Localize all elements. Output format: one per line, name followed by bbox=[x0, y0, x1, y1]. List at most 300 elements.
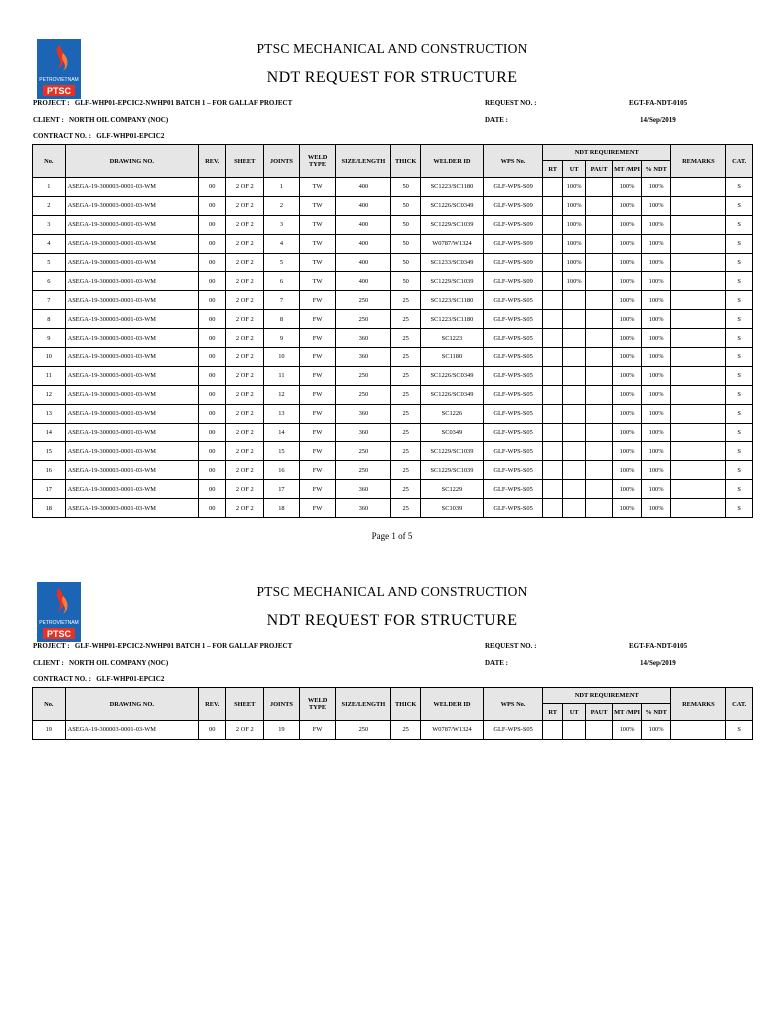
cell-cat: S bbox=[726, 480, 753, 499]
cell-ut: 100% bbox=[563, 215, 585, 234]
cell-rev: 00 bbox=[198, 461, 225, 480]
cell-cat: S bbox=[726, 461, 753, 480]
cell-no: 1 bbox=[33, 178, 66, 197]
cell-size: 400 bbox=[336, 196, 391, 215]
cell-welder: SC1229/SC1039 bbox=[420, 215, 483, 234]
col-mt: MT /MPI bbox=[613, 161, 642, 178]
cell-welder: W0787/W1324 bbox=[420, 721, 483, 740]
cell-wps: GLF-WPS-S05 bbox=[484, 480, 543, 499]
col-no: No. bbox=[33, 145, 66, 178]
cell-pct-ndt: 100% bbox=[641, 348, 671, 367]
cell-ut: 100% bbox=[563, 253, 585, 272]
cell-joints: 5 bbox=[264, 253, 300, 272]
cell-no: 8 bbox=[33, 310, 66, 329]
cell-joints: 6 bbox=[264, 272, 300, 291]
cell-no: 19 bbox=[33, 721, 66, 740]
cell-pct-ndt: 100% bbox=[641, 272, 671, 291]
cell-sheet: 2 OF 2 bbox=[226, 366, 264, 385]
cell-rev: 00 bbox=[198, 348, 225, 367]
cell-pct-ndt: 100% bbox=[641, 480, 671, 499]
cell-size: 400 bbox=[336, 272, 391, 291]
cell-thick: 25 bbox=[391, 499, 421, 518]
cell-wps: GLF-WPS-S05 bbox=[484, 442, 543, 461]
cell-weld-type: TW bbox=[299, 215, 336, 234]
cell-pct-ndt: 100% bbox=[641, 215, 671, 234]
cell-thick: 25 bbox=[391, 385, 421, 404]
cell-cat: S bbox=[726, 253, 753, 272]
cell-cat: S bbox=[726, 423, 753, 442]
cell-rev: 00 bbox=[198, 366, 225, 385]
cell-sheet: 2 OF 2 bbox=[226, 385, 264, 404]
client-label: CLIENT : bbox=[33, 116, 64, 124]
cell-size: 360 bbox=[336, 423, 391, 442]
cell-cat: S bbox=[726, 272, 753, 291]
cell-wps: GLF-WPS-S09 bbox=[484, 178, 543, 197]
cell-mt: 100% bbox=[613, 721, 642, 740]
cell-size: 250 bbox=[336, 385, 391, 404]
cell-cat: S bbox=[726, 196, 753, 215]
cell-joints: 13 bbox=[264, 404, 300, 423]
cell-rev: 00 bbox=[198, 196, 225, 215]
cell-rev: 00 bbox=[198, 385, 225, 404]
cell-weld-type: FW bbox=[299, 329, 336, 348]
ndt-table bbox=[32, 687, 753, 740]
col-cat: CAT. bbox=[726, 688, 753, 721]
project-value: GLF-WHP01-EPCIC2-NWHP01 BATCH 1 – FOR GALLAF PROJECT bbox=[74, 99, 293, 107]
cell-drawing: ASEGA-19-300003-0001-03-WM bbox=[65, 366, 198, 385]
cell-rev: 00 bbox=[198, 291, 225, 310]
cell-sheet: 2 OF 2 bbox=[226, 272, 264, 291]
cell-rev: 00 bbox=[198, 215, 225, 234]
cell-joints: 10 bbox=[264, 348, 300, 367]
cell-wps: GLF-WPS-S05 bbox=[484, 461, 543, 480]
client-value: NORTH OIL COMPANY (NOC) bbox=[69, 116, 169, 124]
cell-weld-type: TW bbox=[299, 196, 336, 215]
cell-drawing: ASEGA-19-300003-0001-03-WM bbox=[65, 721, 198, 740]
cell-rev: 00 bbox=[198, 480, 225, 499]
cell-pct-ndt: 100% bbox=[641, 442, 671, 461]
cell-joints: 7 bbox=[264, 291, 300, 310]
cell-no: 14 bbox=[33, 423, 66, 442]
cell-sheet: 2 OF 2 bbox=[226, 499, 264, 518]
cell-weld-type: FW bbox=[299, 310, 336, 329]
col-remarks: REMARKS bbox=[671, 688, 726, 721]
cell-mt: 100% bbox=[613, 291, 642, 310]
project-label: PROJECT : bbox=[33, 99, 70, 107]
cell-no: 4 bbox=[33, 234, 66, 253]
request-label: REQUEST NO. : bbox=[485, 99, 537, 107]
col-joints: JOINTS bbox=[264, 688, 300, 721]
cell-wps: GLF-WPS-S05 bbox=[484, 348, 543, 367]
cell-drawing: ASEGA-19-300003-0001-03-WM bbox=[65, 196, 198, 215]
cell-mt: 100% bbox=[613, 310, 642, 329]
col-rev: REV. bbox=[198, 145, 225, 178]
cell-rev: 00 bbox=[198, 721, 225, 740]
cell-weld-type: TW bbox=[299, 253, 336, 272]
cell-cat: S bbox=[726, 442, 753, 461]
cell-rev: 00 bbox=[198, 253, 225, 272]
cell-welder: SC0349 bbox=[420, 423, 483, 442]
col-remarks: REMARKS bbox=[671, 145, 726, 178]
client-line bbox=[33, 659, 168, 667]
cell-wps: GLF-WPS-S05 bbox=[484, 423, 543, 442]
cell-sheet: 2 OF 2 bbox=[226, 234, 264, 253]
cell-no: 2 bbox=[33, 196, 66, 215]
table-row bbox=[33, 721, 753, 740]
cell-mt: 100% bbox=[613, 461, 642, 480]
cell-joints: 16 bbox=[264, 461, 300, 480]
col-pct-ndt: % NDT bbox=[641, 161, 671, 178]
cell-sheet: 2 OF 2 bbox=[226, 423, 264, 442]
date-value: 14/Sep/2019 bbox=[640, 116, 676, 124]
cell-joints: 9 bbox=[264, 329, 300, 348]
cell-thick: 50 bbox=[391, 196, 421, 215]
cell-no: 7 bbox=[33, 291, 66, 310]
contract-value: GLF-WHP01-EPCIC2 bbox=[96, 675, 165, 683]
cell-mt: 100% bbox=[613, 348, 642, 367]
cell-pct-ndt: 100% bbox=[641, 721, 671, 740]
cell-joints: 11 bbox=[264, 366, 300, 385]
cell-mt: 100% bbox=[613, 329, 642, 348]
cell-weld-type: FW bbox=[299, 291, 336, 310]
cell-pct-ndt: 100% bbox=[641, 329, 671, 348]
cell-weld-type: FW bbox=[299, 348, 336, 367]
cell-weld-type: FW bbox=[299, 366, 336, 385]
cell-rev: 00 bbox=[198, 329, 225, 348]
cell-drawing: ASEGA-19-300003-0001-03-WM bbox=[65, 404, 198, 423]
cell-wps: GLF-WPS-S09 bbox=[484, 196, 543, 215]
cell-pct-ndt: 100% bbox=[641, 404, 671, 423]
cell-ut: 100% bbox=[563, 178, 585, 197]
cell-cat: S bbox=[726, 234, 753, 253]
cell-size: 400 bbox=[336, 215, 391, 234]
col-ndt-group: NDT REQUIREMENT bbox=[543, 688, 671, 704]
cell-sheet: 2 OF 2 bbox=[226, 480, 264, 499]
cell-sheet: 2 OF 2 bbox=[226, 404, 264, 423]
cell-pct-ndt: 100% bbox=[641, 461, 671, 480]
cell-welder: SC1226/SC0349 bbox=[420, 385, 483, 404]
request-label: REQUEST NO. : bbox=[485, 642, 537, 650]
cell-thick: 25 bbox=[391, 366, 421, 385]
cell-rev: 00 bbox=[198, 404, 225, 423]
cell-pct-ndt: 100% bbox=[641, 291, 671, 310]
svg-text:PETROVIETNAM: PETROVIETNAM bbox=[39, 77, 79, 83]
cell-mt: 100% bbox=[613, 253, 642, 272]
cell-weld-type: TW bbox=[299, 178, 336, 197]
cell-weld-type: FW bbox=[299, 461, 336, 480]
cell-thick: 25 bbox=[391, 480, 421, 499]
cell-size: 250 bbox=[336, 721, 391, 740]
cell-wps: GLF-WPS-S05 bbox=[484, 310, 543, 329]
col-paut: PAUT bbox=[585, 704, 612, 721]
col-no: No. bbox=[33, 688, 66, 721]
cell-thick: 50 bbox=[391, 215, 421, 234]
col-pct-ndt: % NDT bbox=[641, 704, 671, 721]
contract-line bbox=[33, 675, 164, 683]
cell-joints: 3 bbox=[264, 215, 300, 234]
cell-weld-type: FW bbox=[299, 499, 336, 518]
cell-joints: 2 bbox=[264, 196, 300, 215]
cell-remarks bbox=[671, 721, 726, 740]
cell-no: 5 bbox=[33, 253, 66, 272]
cell-welder: SC1229/SC1039 bbox=[420, 442, 483, 461]
cell-drawing: ASEGA-19-300003-0001-03-WM bbox=[65, 234, 198, 253]
cell-no: 15 bbox=[33, 442, 66, 461]
cell-mt: 100% bbox=[613, 366, 642, 385]
client-label: CLIENT : bbox=[33, 659, 64, 667]
cell-drawing: ASEGA-19-300003-0001-03-WM bbox=[65, 291, 198, 310]
cell-welder: SC1229/SC1039 bbox=[420, 461, 483, 480]
cell-drawing: ASEGA-19-300003-0001-03-WM bbox=[65, 385, 198, 404]
cell-sheet: 2 OF 2 bbox=[226, 442, 264, 461]
cell-pct-ndt: 100% bbox=[641, 178, 671, 197]
cell-wps: GLF-WPS-S05 bbox=[484, 721, 543, 740]
cell-size: 250 bbox=[336, 310, 391, 329]
cell-no: 18 bbox=[33, 499, 66, 518]
col-wps: WPS No. bbox=[484, 688, 543, 721]
cell-wps: GLF-WPS-S09 bbox=[484, 253, 543, 272]
cell-rev: 00 bbox=[198, 272, 225, 291]
cell-pct-ndt: 100% bbox=[641, 385, 671, 404]
cell-wps: GLF-WPS-S05 bbox=[484, 385, 543, 404]
cell-size: 250 bbox=[336, 461, 391, 480]
cell-no: 13 bbox=[33, 404, 66, 423]
cell-cat: S bbox=[726, 385, 753, 404]
project-value: GLF-WHP01-EPCIC2-NWHP01 BATCH 1 – FOR GALLAF PROJECT bbox=[74, 642, 293, 650]
cell-cat: S bbox=[726, 329, 753, 348]
col-cat: CAT. bbox=[726, 145, 753, 178]
cell-drawing: ASEGA-19-300003-0001-03-WM bbox=[65, 329, 198, 348]
cell-mt: 100% bbox=[613, 404, 642, 423]
cell-no: 3 bbox=[33, 215, 66, 234]
cell-thick: 25 bbox=[391, 423, 421, 442]
cell-mt: 100% bbox=[613, 215, 642, 234]
document-title: NDT REQUEST FOR STRUCTURE bbox=[266, 69, 518, 86]
date-value: 14/Sep/2019 bbox=[640, 659, 676, 667]
cell-joints: 12 bbox=[264, 385, 300, 404]
cell-joints: 14 bbox=[264, 423, 300, 442]
table-header bbox=[33, 688, 753, 721]
cell-cat: S bbox=[726, 721, 753, 740]
cell-weld-type: FW bbox=[299, 385, 336, 404]
cell-size: 250 bbox=[336, 291, 391, 310]
request-value: EGT-FA-NDT-0105 bbox=[629, 642, 688, 650]
col-ut: UT bbox=[563, 161, 585, 178]
cell-thick: 25 bbox=[391, 404, 421, 423]
cell-sheet: 2 OF 2 bbox=[226, 329, 264, 348]
cell-welder: SC1223/SC1180 bbox=[420, 310, 483, 329]
cell-no: 16 bbox=[33, 461, 66, 480]
col-rev: REV. bbox=[198, 688, 225, 721]
cell-ut: 100% bbox=[563, 272, 585, 291]
document-title: NDT REQUEST FOR STRUCTURE bbox=[266, 612, 518, 629]
col-ut: UT bbox=[563, 704, 585, 721]
cell-thick: 50 bbox=[391, 272, 421, 291]
cell-wps: GLF-WPS-S05 bbox=[484, 329, 543, 348]
cell-weld-type: FW bbox=[299, 480, 336, 499]
cell-thick: 25 bbox=[391, 721, 421, 740]
cell-drawing: ASEGA-19-300003-0001-03-WM bbox=[65, 253, 198, 272]
cell-cat: S bbox=[726, 215, 753, 234]
cell-size: 360 bbox=[336, 480, 391, 499]
cell-wps: GLF-WPS-S05 bbox=[484, 499, 543, 518]
cell-sheet: 2 OF 2 bbox=[226, 721, 264, 740]
cell-wps: GLF-WPS-S09 bbox=[484, 272, 543, 291]
cell-thick: 25 bbox=[391, 442, 421, 461]
cell-thick: 50 bbox=[391, 253, 421, 272]
svg-text:PTSC: PTSC bbox=[46, 86, 72, 96]
cell-welder: SC1226 bbox=[420, 404, 483, 423]
request-value: EGT-FA-NDT-0105 bbox=[629, 99, 688, 107]
col-weld-type: WELD TYPE bbox=[299, 688, 336, 721]
cell-no: 12 bbox=[33, 385, 66, 404]
cell-ut: 100% bbox=[563, 196, 585, 215]
col-weld-type: WELD TYPE bbox=[299, 145, 336, 178]
col-sheet: SHEET bbox=[226, 688, 264, 721]
cell-pct-ndt: 100% bbox=[641, 499, 671, 518]
cell-wps: GLF-WPS-S09 bbox=[484, 215, 543, 234]
cell-joints: 8 bbox=[264, 310, 300, 329]
cell-rev: 00 bbox=[198, 423, 225, 442]
cell-thick: 25 bbox=[391, 461, 421, 480]
cell-thick: 50 bbox=[391, 234, 421, 253]
cell-cat: S bbox=[726, 178, 753, 197]
company-name: PTSC MECHANICAL AND CONSTRUCTION bbox=[256, 584, 528, 599]
col-rt: RT bbox=[543, 704, 563, 721]
company-name: PTSC MECHANICAL AND CONSTRUCTION bbox=[256, 41, 528, 56]
cell-size: 360 bbox=[336, 348, 391, 367]
cell-wps: GLF-WPS-S09 bbox=[484, 234, 543, 253]
project-line bbox=[33, 642, 292, 650]
cell-mt: 100% bbox=[613, 178, 642, 197]
cell-cat: S bbox=[726, 291, 753, 310]
cell-drawing: ASEGA-19-300003-0001-03-WM bbox=[65, 461, 198, 480]
cell-pct-ndt: 100% bbox=[641, 423, 671, 442]
cell-pct-ndt: 100% bbox=[641, 196, 671, 215]
col-size: SIZE/LENGTH bbox=[336, 688, 391, 721]
col-sheet: SHEET bbox=[226, 145, 264, 178]
cell-wps: GLF-WPS-S05 bbox=[484, 366, 543, 385]
cell-sheet: 2 OF 2 bbox=[226, 253, 264, 272]
col-drawing: DRAWING NO. bbox=[65, 688, 198, 721]
cell-welder: SC1226/SC0349 bbox=[420, 196, 483, 215]
cell-size: 360 bbox=[336, 404, 391, 423]
cell-welder: SC1229/SC1039 bbox=[420, 272, 483, 291]
cell-mt: 100% bbox=[613, 423, 642, 442]
col-joints: JOINTS bbox=[264, 145, 300, 178]
cell-thick: 25 bbox=[391, 329, 421, 348]
cell-welder: SC1233/SC0349 bbox=[420, 253, 483, 272]
col-rt: RT bbox=[543, 161, 563, 178]
client-value: NORTH OIL COMPANY (NOC) bbox=[69, 659, 169, 667]
cell-sheet: 2 OF 2 bbox=[226, 348, 264, 367]
cell-mt: 100% bbox=[613, 442, 642, 461]
cell-weld-type: FW bbox=[299, 404, 336, 423]
cell-thick: 25 bbox=[391, 310, 421, 329]
cell-drawing: ASEGA-19-300003-0001-03-WM bbox=[65, 499, 198, 518]
cell-no: 11 bbox=[33, 366, 66, 385]
col-welder: WELDER ID bbox=[420, 688, 483, 721]
cell-size: 250 bbox=[336, 442, 391, 461]
cell-paut bbox=[585, 721, 612, 740]
col-paut: PAUT bbox=[585, 161, 612, 178]
cell-wps: GLF-WPS-S05 bbox=[484, 404, 543, 423]
contract-label: CONTRACT NO. : bbox=[33, 132, 92, 140]
cell-weld-type: FW bbox=[299, 721, 336, 740]
svg-text:PETROVIETNAM: PETROVIETNAM bbox=[39, 620, 79, 626]
cell-size: 360 bbox=[336, 499, 391, 518]
cell-no: 6 bbox=[33, 272, 66, 291]
cell-mt: 100% bbox=[613, 272, 642, 291]
cell-drawing: ASEGA-19-300003-0001-03-WM bbox=[65, 348, 198, 367]
cell-welder: SC1223/SC1180 bbox=[420, 178, 483, 197]
cell-welder: SC1223/SC1180 bbox=[420, 291, 483, 310]
cell-cat: S bbox=[726, 348, 753, 367]
cell-welder: W0787/W1324 bbox=[420, 234, 483, 253]
page-number: Page 1 of 5 bbox=[371, 531, 413, 541]
cell-sheet: 2 OF 2 bbox=[226, 196, 264, 215]
cell-mt: 100% bbox=[613, 196, 642, 215]
cell-mt: 100% bbox=[613, 385, 642, 404]
cell-wps: GLF-WPS-S05 bbox=[484, 291, 543, 310]
cell-welder: SC1039 bbox=[420, 499, 483, 518]
table-body bbox=[33, 721, 753, 740]
cell-cat: S bbox=[726, 404, 753, 423]
cell-rev: 00 bbox=[198, 310, 225, 329]
cell-sheet: 2 OF 2 bbox=[226, 178, 264, 197]
cell-joints: 18 bbox=[264, 499, 300, 518]
cell-weld-type: TW bbox=[299, 272, 336, 291]
cell-sheet: 2 OF 2 bbox=[226, 461, 264, 480]
cell-joints: 1 bbox=[264, 178, 300, 197]
cell-mt: 100% bbox=[613, 480, 642, 499]
cell-rev: 00 bbox=[198, 178, 225, 197]
cell-rev: 00 bbox=[198, 234, 225, 253]
cell-drawing: ASEGA-19-300003-0001-03-WM bbox=[65, 178, 198, 197]
date-label: DATE : bbox=[485, 116, 509, 124]
cell-sheet: 2 OF 2 bbox=[226, 215, 264, 234]
contract-value: GLF-WHP01-EPCIC2 bbox=[96, 132, 165, 140]
cell-mt: 100% bbox=[613, 234, 642, 253]
cell-welder: SC1229 bbox=[420, 480, 483, 499]
col-thick: THICK bbox=[391, 145, 421, 178]
col-wps: WPS No. bbox=[484, 145, 543, 178]
cell-size: 400 bbox=[336, 178, 391, 197]
cell-drawing: ASEGA-19-300003-0001-03-WM bbox=[65, 480, 198, 499]
cell-welder: SC1180 bbox=[420, 348, 483, 367]
cell-joints: 15 bbox=[264, 442, 300, 461]
col-drawing: DRAWING NO. bbox=[65, 145, 198, 178]
svg-text:PTSC: PTSC bbox=[46, 629, 72, 639]
cell-size: 360 bbox=[336, 329, 391, 348]
contract-label: CONTRACT NO. : bbox=[33, 675, 92, 683]
col-ndt-group: NDT REQUIREMENT bbox=[543, 145, 671, 161]
cell-cat: S bbox=[726, 310, 753, 329]
cell-drawing: ASEGA-19-300003-0001-03-WM bbox=[65, 310, 198, 329]
cell-welder: SC1223 bbox=[420, 329, 483, 348]
cell-rev: 00 bbox=[198, 442, 225, 461]
cell-no: 9 bbox=[33, 329, 66, 348]
cell-weld-type: FW bbox=[299, 442, 336, 461]
cell-sheet: 2 OF 2 bbox=[226, 291, 264, 310]
cell-size: 400 bbox=[336, 253, 391, 272]
cell-drawing: ASEGA-19-300003-0001-03-WM bbox=[65, 423, 198, 442]
cell-rev: 00 bbox=[198, 499, 225, 518]
cell-joints: 17 bbox=[264, 480, 300, 499]
cell-thick: 50 bbox=[391, 178, 421, 197]
cell-no: 10 bbox=[33, 348, 66, 367]
cell-pct-ndt: 100% bbox=[641, 253, 671, 272]
